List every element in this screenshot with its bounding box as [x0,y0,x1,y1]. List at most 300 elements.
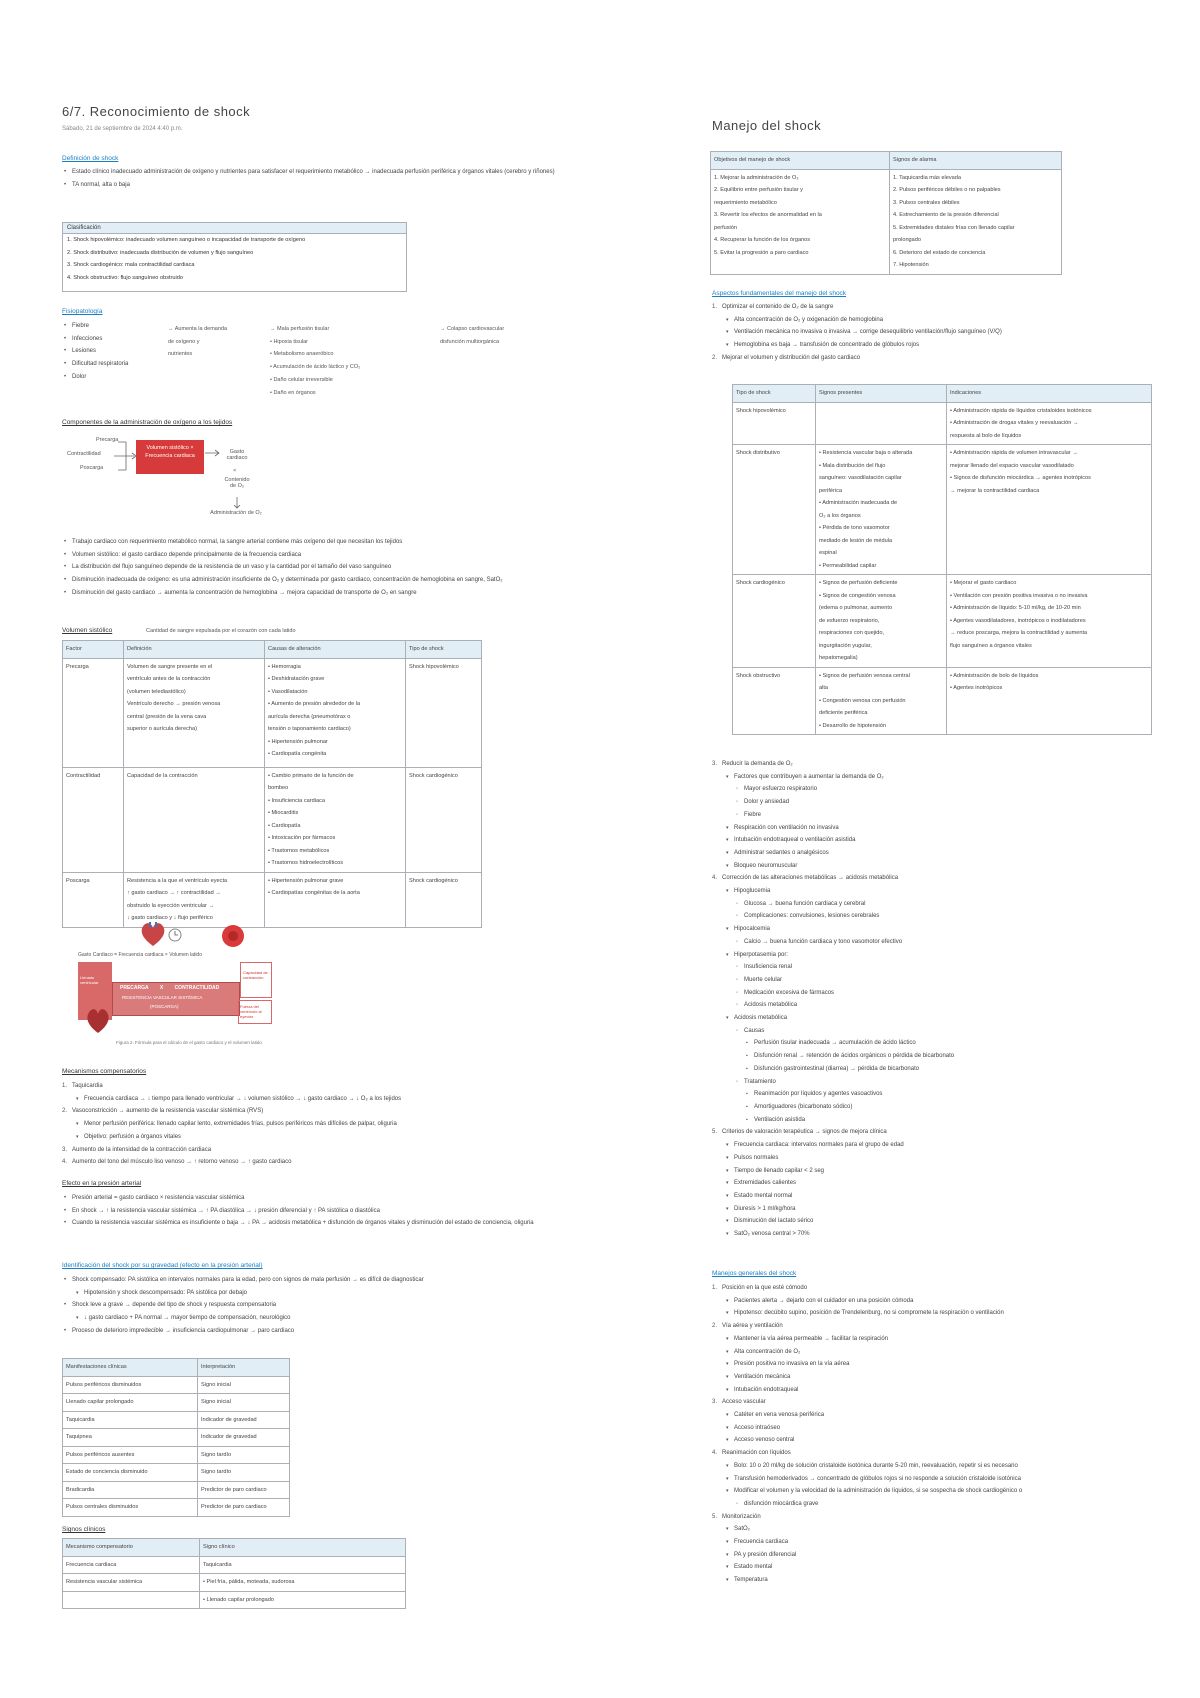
text: Frecuencia cardiaca [118,952,164,958]
figure-right-panel [240,962,272,998]
fisio-col-2 [168,323,227,361]
text: central (presión de la vena cava [127,713,207,720]
list-item: ◦ Insuficiencia renal [712,961,1172,974]
list-item: 3. Reducir la demanda de O₂ [712,758,1172,771]
text: • Mala distribución del flujo [819,462,886,469]
cell [63,1591,200,1609]
list-item: ◦ Glucosa → buena función cardiaca y cerebral [712,898,1172,911]
list-item: ▾ Bloqueo neuromuscular [712,860,1172,873]
list-item: ▾ Acceso venoso central [712,1434,1172,1447]
text: • Deshidratación grave [268,676,325,682]
definicion-list [62,166,602,191]
text: espinal [819,550,837,556]
cell [947,402,1152,445]
list-item: ◦ Calcio → buena función cardiaca y tono vasomotor efectivo [712,936,1172,949]
cell [947,575,1152,668]
fisio-col-1 [62,320,157,384]
list-item: 3. Aumento de la intensidad de la contracción cardiaca [62,1144,582,1157]
table-row [733,402,1152,445]
text: • Administración rápida de líquidos cristaloides isotónicos [950,407,1092,414]
text: 1. Taquicardia más elevada [893,174,961,181]
list-item: 4. Reanimación con líquidos [712,1447,1172,1460]
text: de oxígeno y [168,338,200,345]
cell: Shock hipovolémico [733,402,816,445]
text: nutrientes [168,351,193,358]
section-volumen: Volumen sistólico [62,627,113,634]
text: • Hipertensión pulmonar grave [268,877,344,884]
section-mecanismos: Mecanismos compensatorios [62,1068,147,1075]
page-title-left: 6/7. Reconocimiento de shock [62,104,251,119]
col-header: Indicaciones [947,385,1152,403]
clasificacion-box [62,222,407,292]
text: Volumen de sangre presente en el [127,663,213,670]
text: • Signos de disfunción miocárdica → agentes inotrópicos [950,475,1091,481]
cell [265,767,406,872]
mecanismos-list [62,1080,582,1169]
list-item: ◦ Medicación excesiva de fármacos [712,987,1172,1000]
list-item: ▾ Alta concentración de O₂ y oxigenación de hemoglobina [712,314,1172,327]
text: (volumen telediastólico) [127,688,186,695]
text: superior o aurícula derecha) [127,726,197,732]
list-item: ▾ Respiración con ventilación no invasiva [712,822,1172,835]
text: • Mejorar el gasto cardiaco [950,580,1017,586]
list-item: ▾ Mantener la vía aérea permeable → facilitar la respiración [712,1333,1172,1346]
cell: Pulsos periféricos ausentes [63,1446,198,1464]
col-header: Causas de alteración [265,641,406,659]
objetivos-table [710,151,1062,275]
text: • Cardiopatía [268,822,301,829]
text: • Agentes inotrópicos [950,685,1003,691]
table-row [711,169,1062,274]
text: • Daño en órganos [270,389,316,396]
text: • Trastornos metabólicos [268,847,330,854]
cell [816,575,947,668]
text: 6. Deterioro del estado de conciencia [893,249,986,256]
list-item: ▾ Tiempo de llenado capilar < 2 seg [712,1165,1172,1178]
text: • Hipertensión pulmonar [268,738,328,745]
blood-drop-icon [220,923,246,949]
col-header: Manifestaciones clínicas [63,1359,198,1377]
list-item: 4. Aumento del tono del músculo liso venoso → ↑ retorno venoso → ↑ gasto cardiaco [62,1156,582,1169]
list-item: ◦ Mayor esfuerzo respiratorio [712,783,1172,796]
list-item: ▾ Frecuencia cardiaca → ↓ tiempo para llenado ventricular → ↓ volumen sistólico → ↓ gasto cardiaco → ↓ O₂ a los tejidos [62,1093,582,1106]
text: sanguíneo: vasodilatación capilar [819,475,902,481]
diagram-label: Contenido de O₂ [224,477,250,489]
list-item: ▾ Hemoglobina es baja → transfusión de concentrado de glóbulos rojos [712,339,1172,352]
list-item: • Volumen sistólico: el gasto cardiaco depende principalmente de la frecuencia cardiaca [62,549,582,562]
table-row [63,1481,290,1499]
cell: • Piel fría, pálida, moteada, sudorosa [200,1574,406,1592]
signos-table [62,1538,406,1609]
list-item: ▾ Acidosis metabólica [712,1012,1172,1025]
col-header: Factor [63,641,124,659]
text: • Signos de perfusión venosa central [819,672,910,679]
text: O₂ a los órganos [819,512,861,519]
text: ventrículo antes de la contracción [127,676,211,682]
cell: • Llenado capilar prolongado [200,1591,406,1609]
text: • Pérdida de tono vasomotor [819,525,890,531]
cell: Pulsos periféricos disminuidos [63,1376,198,1394]
diagram-center-box: Volumen sistólico × Frecuencia cardiaca [136,440,204,474]
heart-icon [138,920,168,948]
cell: Predictor de paro cardiaco [198,1499,290,1517]
diagram-label: × [233,468,237,474]
cell: Precarga [63,658,124,767]
list-item: ▾ Disminución del lactato sérico [712,1215,1172,1228]
col-header: Mecanismo compensatorio [63,1539,200,1557]
list-item: ▾ SatO₂ venosa central > 70% [712,1228,1172,1241]
col-header: Definición [124,641,265,659]
cell: Resistencia vascular sistémica [63,1574,200,1592]
text: → mejorar la contractilidad cardiaca [950,487,1040,494]
table-row [63,767,482,872]
list-item: ◦ disfunción miocárdica grave [712,1498,1172,1511]
list-item: ▾ Factores que contribuyen a aumentar la demanda de O₂ [712,771,1172,784]
list-item: ▾ Pulsos normales [712,1152,1172,1165]
text: de esfuerzo respiratorio, [819,617,880,624]
cell: Indicador de gravedad [198,1411,290,1429]
list-item: 5. Criterios de valoración terapéutica → signos de mejora clínica [712,1126,1172,1139]
text: 2. Pulsos periféricos débiles o no palpables [893,187,1001,193]
list-item: ▾ Diuresis > 1 ml/kg/hora [712,1203,1172,1216]
text: • Congestión venosa con perfusión [819,697,906,704]
col-header: Interpretación [198,1359,290,1377]
cell: Taquipnea [63,1429,198,1447]
cell [124,872,265,927]
text: disfunción multiorgánica [440,338,500,345]
list-item: • Presión arterial = gasto cardiaco × resistencia vascular sistémica [62,1192,582,1205]
list-item: ▪ Ventilación asistida [712,1114,1172,1127]
text: 5. Extremidades distales frías con llenado capilar [893,224,1015,231]
list-item: • TA normal, alta o baja [62,179,602,192]
text: Volumen latido [169,952,202,958]
page-title-right: Manejo del shock [712,118,822,133]
list-item: • Dolor [62,371,157,384]
list-item: 1. Taquicardia [62,1080,582,1093]
text: • Signos de perfusión deficiente [819,580,898,586]
text: • Agentes vasodilatadores, inotrópicos o inodilatadores [950,617,1086,624]
list-item: • Shock leve a grave → depende del tipo de shock y respuesta compensatoria [62,1299,592,1312]
list-item: 5. Monitorización [712,1511,1172,1524]
diagram-label: Administración de O₂ [210,510,262,516]
list-item: 1. Shock hipovolémico: inadecuado volumen sanguíneo o incapacidad de transporte de oxígeno [67,237,306,243]
cell: Signo inicial [198,1394,290,1412]
table-row [733,667,1152,735]
text: CONTRACTILIDAD [174,985,220,991]
text: 1. Mejorar la administración de O₂ [714,174,799,181]
list-item: • Cuando la resistencia vascular sistémica es insuficiente o baja → ↓ PA → acidosis metabólica + disfunción de órganos vitales y disminución del estado de conciencia, oliguria [62,1217,582,1230]
col-header: Objetivos del manejo de shock [711,152,890,170]
list-item: ▾ Ventilación mecánica [712,1371,1172,1384]
table-row [63,1446,290,1464]
table-row [63,872,482,927]
text: → Aumenta la demanda [168,326,228,332]
list-item: • Disminución del gasto cardiaco → aumenta la concentración de hemoglobina → mejora capacidad de transporte de O₂ en sangre [62,587,582,600]
clock-icon [168,928,182,942]
text: respiraciones con quejido, [819,630,884,636]
text: requerimiento metabólico [714,199,777,206]
list-item: ▾ Catéter en vena venosa periférica [712,1409,1172,1422]
cell [890,169,1062,274]
text: • Intoxicación por fármacos [268,835,336,841]
text: ingurgitación yugular, [819,642,872,649]
heart-muscle-icon [84,1005,112,1035]
cell [124,767,265,872]
text: mejorar llenado del espacio vascular vasodilatado [950,462,1074,469]
list-item: ▾ Hiperpotasemia por: [712,949,1172,962]
cell: Pulsos centrales disminuidos [63,1499,198,1517]
text: respuesta al bolo de líquidos [950,432,1022,439]
fisio-col-4 [440,323,504,348]
text: × [164,952,168,958]
list-item: 4. Shock obstructivo: flujo sanguíneo obstruido [67,275,183,282]
diagram-bracket [112,440,138,472]
text: • Cardiopatía congénita [268,751,327,757]
table-row [63,1499,290,1517]
text: Gasto Cardiaco = [78,952,118,958]
table-row [63,1556,406,1574]
list-item: ◦ Muerte celular [712,974,1172,987]
figure-caption: Figura 2. Fórmula para el cálculo de el gasto cardiaco y el volumen latido [116,1040,262,1045]
list-item: ▾ Transfusión hemoderivados → concentrado de glóbulos rojos si no responde a solución cristaloide isotónica [712,1473,1172,1486]
text: → reduce poscarga, mejora la contractilidad y aumenta [950,630,1088,636]
list-item: ▾ Alta concentración de O₂ [712,1346,1172,1359]
list-item: ▾ Hipoglucemia [712,885,1172,898]
list-item: ▾ Administrar sedantes o analgésicos [712,847,1172,860]
text: periférica [819,487,843,494]
text: 4. Estrechamiento de la presión diferencial [893,212,999,218]
list-item: 1. Posición en la que esté cómodo [712,1282,1172,1295]
tipos-table [732,384,1152,735]
cell: Signo inicial [198,1376,290,1394]
cell: Taquicardia [200,1556,406,1574]
cell [265,872,406,927]
diagram-label: Gasto cardiaco [226,449,248,461]
list-item: ▾ SatO₂ [712,1523,1172,1536]
text: PRECARGA [120,985,149,991]
figure-label [120,985,219,991]
volumen-table [62,640,482,928]
text: • Administración de bolo de líquidos [950,672,1039,679]
section-aspectos: Aspectos fundamentales del manejo del shock [712,290,847,297]
text: • Miocarditis [268,810,299,816]
cell: Estado de conciencia disminuido [63,1464,198,1482]
list-item: ▾ Temperatura [712,1574,1172,1587]
aspectos-list [712,301,1172,365]
text: • Cambio primario de la función de [268,772,354,779]
cell: Llenado capilar prolongado [63,1394,198,1412]
text: prolongado [893,237,921,243]
text: • Aumento de presión alrededor de la [268,701,361,707]
cell: Shock distributivo [733,445,816,575]
list-item: • Trabajo cardiaco con requerimiento metabólico normal, la sangre arterial contiene más oxígeno del que necesitan los tejidos [62,536,582,549]
text: • Signos de congestión venosa [819,592,896,599]
list-item: ▾ Estado mental [712,1561,1172,1574]
table-row [63,658,482,767]
text: • Desarrollo de hipotensión [819,722,886,729]
text: 7. Hipotensión [893,262,929,268]
cell: Shock obstructivo [733,667,816,735]
figure-note: Llenado ventricular [80,975,99,985]
col-header: Tipo de shock [733,385,816,403]
cell: Shock cardiogénico [406,872,482,927]
figure-note: Capacidad de contracción [243,970,268,980]
clasificacion-heading: Clasificación [63,223,406,234]
cell: Taquicardia [63,1411,198,1429]
cell [816,445,947,575]
list-item: ▾ Intubación endotraqueal [712,1384,1172,1397]
text: flujo sanguíneo a órganos vitales [950,642,1032,649]
list-item: 2. Vasoconstricción → aumento de la resistencia vascular sistémica (RVS) [62,1105,582,1118]
manejo-list [712,758,1172,1241]
text: Resistencia a la que el ventrículo eyecta [127,877,228,884]
text: perfusión [714,224,738,231]
text: • Cardiopatías congénitas de la aorta [268,890,360,896]
text: bombeo [268,785,289,791]
manifestaciones-table [62,1358,290,1517]
section-generales: Manejos generales del shock [712,1270,797,1277]
table-row [63,1591,406,1609]
text: 3. Pulsos centrales débiles [893,199,960,206]
cell: Shock cardiogénico [406,767,482,872]
list-item: ▾ Menor perfusión periférica: llenado capilar lento, extremidades frías, pulsos periféricos más difíciles de palpar, oliguria [62,1118,582,1131]
list-item: ◦ Causas [712,1025,1172,1038]
fisio-col-3 [270,323,360,399]
text: • Administración de líquido: 5-10 ml/kg, de 10-20 min [950,605,1081,611]
text: Ventrículo derecho → presión venosa [127,701,221,707]
efecto-list [62,1192,582,1230]
text: • Acumulación de ácido láctico y CO₂ [270,364,361,371]
list-item: ▾ Ventilación mecánica no invasiva o invasiva → corrige desequilibrio ventilación/flujo sanguíneo (V/Q) [712,326,1172,339]
text: 4. Recuperar la función de los órganos [714,237,811,243]
list-item: 2. Vía aérea y ventilación [712,1320,1172,1333]
list-item: 3. Acceso vascular [712,1396,1172,1409]
diagram-label: Precarga [96,437,119,443]
list-item: 1. Optimizar el contenido de O₂ de la sangre [712,301,1172,314]
list-item: 2. Shock distributivo: inadecuada distribución de volumen y flujo sanguíneo [67,249,254,256]
text: aurícula derecha (pneumotórax o [268,713,351,720]
arrow-right-icon [204,448,222,458]
list-item: • Proceso de deterioro impredecible → insuficiencia cardiopulmonar → paro cardiaco [62,1325,592,1338]
list-item: ▪ Amortiguadores (bicarbonato sódico) [712,1101,1172,1114]
cell [816,667,947,735]
text: • Insuficiencia cardiaca [268,797,325,804]
list-item: • En shock → ↑ la resistencia vascular sistémica → ↑ PA diastólica → ↓ presión diferencial y ↑ PA sistólica o diastólica [62,1205,582,1218]
list-item: ▾ Hipotensión y shock descompensado: PA sistólica por debajo [62,1287,592,1300]
list-item: • Estado clínico inadecuado administración de oxígeno y nutrientes para satisfacer el requerimiento metabólico → inadecuada perfusión periférica y órganos vitales (cerebro y riñones) [62,166,602,179]
text: X [159,985,164,991]
text: 5. Evitar la progresión a paro cardiaco [714,249,809,256]
text: • Trastornos hidroelectrolíticos [268,860,344,866]
text: • Hipoxia tisular [270,338,308,345]
text: • Ventilación con presión positiva invasiva o no invasiva [950,592,1088,599]
text: → Colapso cardiovascular [440,326,505,332]
list-item: ▾ Frecuencia cardiaca: intervalos normales para el grupo de edad [712,1139,1172,1152]
section-componentes: Componentes de la administración de oxígeno a los tejidos [62,419,233,426]
diagram-label: Contractilidad [67,451,101,457]
cell [711,169,890,274]
cell: Indicador de gravedad [198,1429,290,1447]
table-row [63,1464,290,1482]
col-header: Signo clínico [200,1539,406,1557]
page-meta: Sábado, 21 de septiembre de 2024 4:40 p.m. [62,126,183,132]
list-item: ▾ Modificar el volumen y la velocidad de la administración de líquidos, si se sospecha de shock cardiogénico o [712,1485,1172,1498]
list-item: ▪ Perfusión tisular inadecuada → acumulación de ácido láctico [712,1037,1172,1050]
list-item: ◦ Tratamiento [712,1076,1172,1089]
col-header: Tipo de shock [406,641,482,659]
cell: Poscarga [63,872,124,927]
table-row [63,1376,290,1394]
cell: Predictor de paro cardiaco [198,1481,290,1499]
cell: Signo tardío [198,1464,290,1482]
cell: Signo tardío [198,1446,290,1464]
text: • Hemorragia [268,663,301,670]
cell: Contractilidad [63,767,124,872]
text: 3. Revertir los efectos de anormalidad en la [714,212,822,218]
list-item: ▾ Presión positiva no invasiva en la vía aérea [712,1358,1172,1371]
list-item: ◦ Acidosis metabólica [712,999,1172,1012]
table-row [63,1429,290,1447]
cell: Frecuencia cardiaca [63,1556,200,1574]
list-item: 2. Mejorar el volumen y distribución del gasto cardiaco [712,352,1172,365]
list-item: ▾ Objetivo: perfusión a órganos vitales [62,1131,582,1144]
text: • Resistencia vascular baja o alterada [819,450,913,456]
text: • Administración rápida de volumen intravascular → [950,450,1078,456]
list-item: ◦ Fiebre [712,809,1172,822]
list-item: • Dificultad respiratoria [62,358,157,371]
list-item: • La distribución del flujo sanguíneo depende de la resistencia de un vaso y la cantidad por el tamaño del vaso sanguíneo [62,561,582,574]
list-item: 4. Corrección de las alteraciones metabólicas → acidosis metabólica [712,872,1172,885]
table-row [733,575,1152,668]
table-row [63,1394,290,1412]
text: deficiente periférica [819,710,868,716]
cell: Shock cardiogénico [733,575,816,668]
list-item: ▾ Extremidades calientes [712,1177,1172,1190]
table-row [63,1574,406,1592]
text: • Vasodilatación [268,688,308,695]
section-signos: Signos clínicos [62,1526,106,1533]
list-item: ▪ Disfunción gastrointestinal (diarrea) → pérdida de bicarbonato [712,1063,1172,1076]
cell [816,402,947,445]
cell [124,658,265,767]
identificacion-list [62,1274,592,1338]
text: alta [819,685,829,691]
generales-list [712,1282,1172,1587]
text: ↑ gasto cardiaco → ↑ contractilidad → [127,890,221,896]
cell: Bradicardia [63,1481,198,1499]
section-efecto: Efecto en la presión arterial [62,1180,142,1187]
list-item: ▾ Frecuencia cardiaca [712,1536,1172,1549]
col-header: Signos presentes [816,385,947,403]
list-item: ▾ Hipotenso: decúbito supino, posición de Trendelenburg, no si compromete la respiración o ventilación [712,1307,1172,1320]
list-item: • Shock compensado: PA sistólica en intervalos normales para la edad, pero con signos de mala perfusión → es difícil de diagnosticar [62,1274,592,1287]
list-item: 3. Shock cardiogénico: mala contractilidad cardiaca [67,262,195,269]
table-row [63,1411,290,1429]
text: • Metabolismo anaeróbico [270,351,334,358]
cell: Shock hipovolémico [406,658,482,767]
list-item: • Lesiones [62,345,157,358]
figure-note: Fuerza del ventrículo al eyectar [240,1004,262,1019]
figure-label: (POSCARGA) [150,1004,179,1009]
list-item: ▾ ↓ gasto cardiaco + PA normal → mayor tiempo de compensación, neurológico [62,1312,592,1325]
table-row [733,445,1152,575]
text: Capacidad de la contracción [127,772,198,779]
list-item: ◦ Dolor y ansiedad [712,796,1172,809]
section-fisiopatologia: Fisiopatología [62,308,103,315]
cell [947,667,1152,735]
text: → Mala perfusión tisular [270,326,330,332]
list-item: ▪ Disfunción renal → retención de ácidos orgánicos o pérdida de bicarbonato [712,1050,1172,1063]
